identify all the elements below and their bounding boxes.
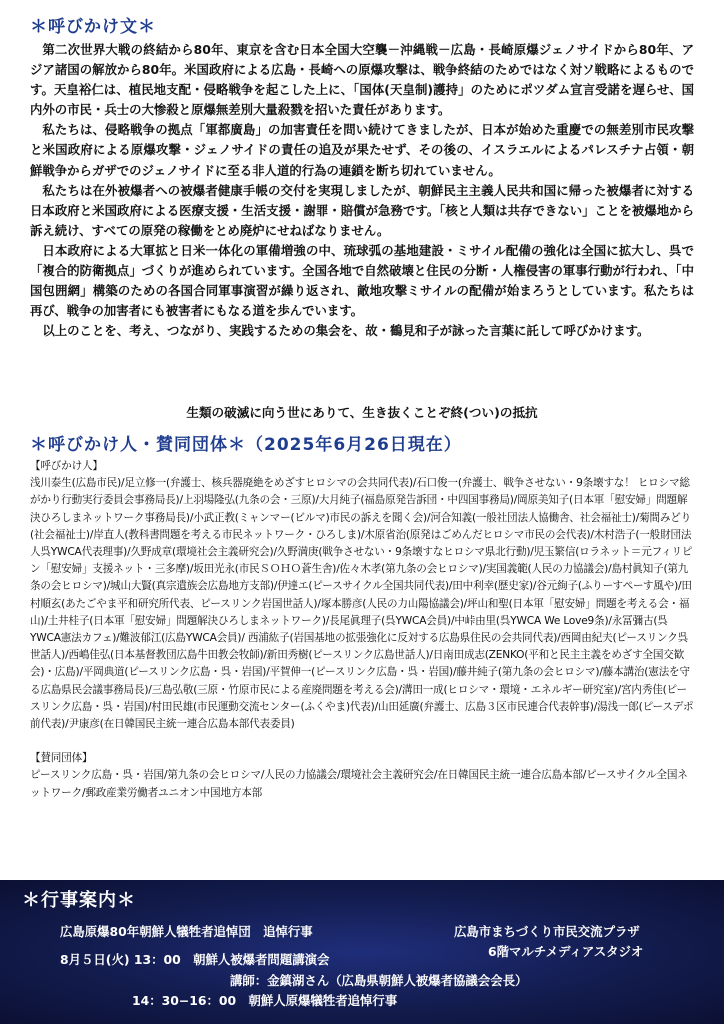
call-paragraph-4: 日本政府による大軍拡と日米一体化の軍備増強の中、琉球弧の基地建設・ミサイル配備の強化は全国に拡大し、呉で「複合的防衛拠点」づくりが進められています。全国各地で自然破壊と住民の分断・人権侵害の軍事行動が行われ、「中国包囲網」構築のための各国合同軍事演習が繰り返され、敵地攻撃ミサイルの配備が始まろうとしています。私たちは再び、戦争の加害者にも被害者にもなる道を歩んでいます。 [30,242,694,319]
supporters-label: 【賛同団体】 [30,752,93,765]
groups-section-title: ＊呼びかけ人・賛同団体＊（2025年6月26日現在） [30,435,462,455]
callers-label: 【呼びかけ人】 [30,460,103,472]
call-paragraph-1: 第二次世界大戦の終結から80年、東京を含む日本全国大空襲－沖縄戦－広島・長崎原爆ジェノサイドから80年、アジア諸国の解放から80年。米国政府による広島・長崎への原爆攻撃は、戦争終結のためではなく対ソ戦略によるものです。天皇裕仁は、植民地支配・侵略戦争を起こした上に、「国体(天皇制)護持」のためにポツダム宣言受諾を遅らせ、国内外の市民・兵士の大惨殺と原爆無差別大量殺戮を招いた責任があります。 [30,42,694,118]
call-paragraph-2: 私たちは、侵略戦争の拠点「軍都廣島」の加害責任を問い続けてきましたが、日本が始めた重慶での無差別市民攻撃と米国政府による原爆攻撃・ジェノサイドの責任の追及が果たせず、その後の、イスラエルによるパレスチナ占領・朝鮮戦争からガザでのジェノサイドに至る非人道的行為の連鎖を断ち切れていません。 [30,122,694,178]
event-name: 広島原爆80年朝鮮人犠牲者追悼団 追悼行事 [60,924,313,939]
event-venue-line1: 広島市まちづくり市民交流プラザ [454,924,640,939]
callers-list: 浅川泰生(広島市民)/足立修一(弁護士、核兵器廃絶をめざすヒロシマの会共同代表)/石口俊一(弁護士、戦争させない・9条壊すな！ ヒロシマ総がかり行動実行委員会事務局長)/上羽場隆弘(九条の会・三原)/大月純子(福島原発告訴団・中四国事務局)/岡原美知子(日本軍「慰安婦」問題解決ひろしまネットワーク事務局長)/小武正教(ミャンマー(ビルマ)市民の訴えを聞く会)/河合知義(一般社団法人協働舎、社会福祉士)/菊間みどり(社会福祉士)/岸直人(教科書問題を考える市民ネットワーク・ひろしま)/木原省治(原発はごめんだヒロシマ市民の会代表)/木村浩子(一般財団法人呉YWCA代表理事)/久野成章(環境社会主義研究会)/久野満庚(戦争させない・9条壊すなヒロシマ県北行動)/児玉繁信(ロラネット＝元フィリピン「慰安婦」支援ネット・三多摩)/坂田光永(市民ＳＯＨＯ蒼生舎)/佐々木孝(第九条の会ヒロシマ)/実国義範(人民の力協議会)/島村眞知子(第九条の会ヒロシマ)/城山大賢(真宗遺族会広島地方支部)/伊達エ(ピースサイクル全国共同代表)/田中利幸(歴史家)/谷元絢子(ふりーすぺーす風や)/田村順玄(あたごやま平和研究所代表、ピースリンク岩国世話人)/塚本勝彦(人民の力山陽協議会)/坪山和聖(日本軍「慰安婦」問題を考える会・福山)/土井桂子(日本軍「慰安婦」問題解決ひろしまネットワーク)/長尾眞理子(呉YWCA会員)/中峠由里(呉YWCA We Love9条)/永冨彌古(呉YWCA憲法カフェ)/難波郁江(広島YWCA会員)/ 西浦紘子(岩国基地の拡張強化に反対する広島県住民の会共同代表)/西岡由紀夫(ピースリンク呉世話人)/西嶋佳弘(日本基督教団広島牛田教会牧師)/新田秀樹(ピースリンク広島世話人)/日南田成志(ZENKO(平和と民主主義をめざす全国交歓会)・広島)/平岡典道(ピースリンク広島・呉・岩国)/平賀伸一(ピースリンク広島・呉・岩国)/藤井純子(第九条の会ヒロシマ)/藤本講治(憲法を守る広島県民会議事務局長)/三島弘敬(三原・竹原市民による産廃問題を考える会)/溝田一成(ヒロシマ・環境・エネルギー研究室)/宮内秀佳(ピースリンク広島・呉・岩国)/村田民雄(市民運動交流センター(ふくやま)代表)/山田延廣(弁護士、広島３区市民連合代表幹事)/湯浅一郎(ピースデポ前代表)/尹康彦(在日韓国民主統一連合広島本部代表委員) [30,477,694,731]
event-lecture-line: 8月５日(火) 13：00 朝鮮人被爆者問題講演会 [60,952,330,967]
call-paragraph-3: 私たちは在外被爆者への被爆者健康手帳の交付を実現しましたが、朝鮮民主主義人民共和国に帰った被爆者に対する日本政府と米国政府による医療支援・生活支援・謝罪・賠償が急務です。「核と人類は共存できない」ことを被爆地から訴え続け、すべての原発の稼働をとめ廃炉にせねばなりません。 [30,182,694,238]
event-section-title: ＊行事案内＊ [22,890,136,911]
tsurumi-quote: 生類の破滅に向う世にありて、生き抜くことぞ終(つい)の抵抗 [186,405,538,420]
supporters-list: ピースリンク広島・呉・岩国/第九条の会ヒロシマ/人民の力協議会/環境社会主義研究会/在日韓国民主統一連合広島本部/ピースサイクル全国ネットワーク/郵政産業労働者ユニオン中国地方本部 [30,769,688,799]
event-info-panel [0,880,724,1024]
call-text [30,40,694,341]
call-section-title: ＊呼びかけ文＊ [30,17,156,37]
groups-list [30,458,694,802]
event-memorial-line: 14：30−16：00 朝鮮人原爆犠牲者追悼行事 [132,993,398,1008]
event-venue-line2: 6階マルチメディアスタジオ [488,944,644,959]
call-paragraph-5: 以上のことを、考え、つながり、実践するための集会を、故・鶴見和子が詠った言葉に託して呼びかけます。 [42,323,650,339]
event-lecturer-line: 講師：金鎮湖さん（広島県朝鮮人被爆者協議会会長） [230,973,528,988]
